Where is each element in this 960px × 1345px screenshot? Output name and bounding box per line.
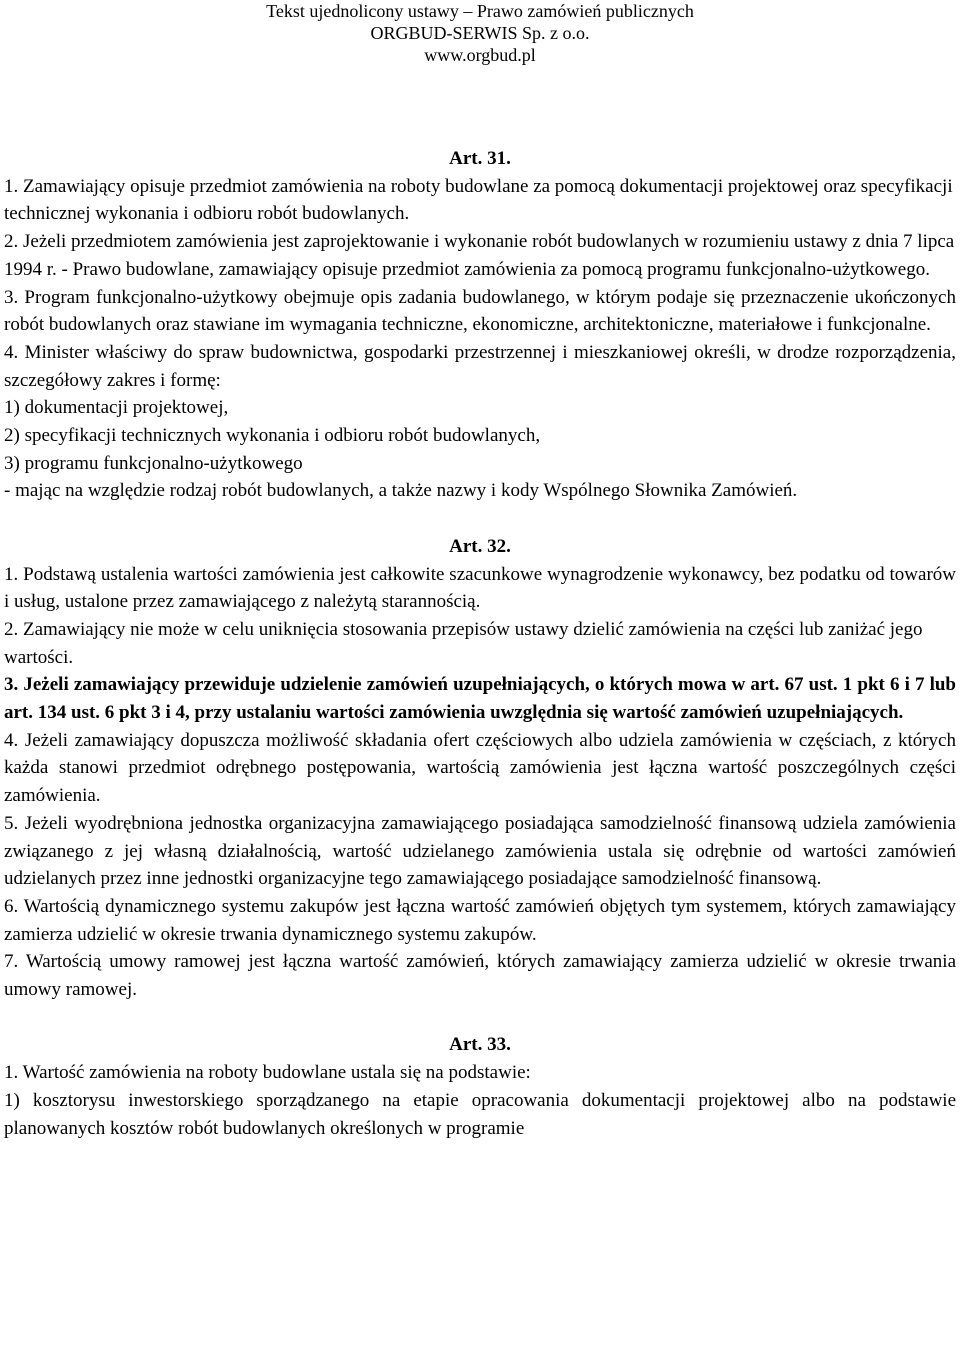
article-31 — [4, 145, 956, 505]
article-33-title: Art. 33. — [449, 1034, 511, 1056]
spacer — [4, 505, 956, 533]
spacer — [4, 1004, 956, 1032]
article-31-title: Art. 31. — [449, 148, 511, 169]
article-32-title: Art. 32. — [449, 535, 511, 557]
article-32-para-3: 3. Jeżeli zamawiający przewiduje udzielenie zamówień uzupełniających, o których mowa w art. 67 ust. 1 pkt 6 i 7 lub art. 134 ust. 6 pkt 3 i 4, przy ustalaniu wartości zamówienia uwzględnia się wartość zamówień uzupełniających. — [4, 674, 956, 724]
article-31-para-4: 4. Minister właściwy do spraw budownictwa, gospodarki przestrzennej i mieszkaniowej określi, w drodze rozporządzenia, szczegółowy zakres i formę: — [4, 341, 956, 391]
article-32-para-7: 7. Wartością umowy ramowej jest łączna wartość zamówień, których zamawiający zamierza udzielić w okresie trwania umowy ramowej. — [4, 951, 956, 1001]
page-header — [0, 0, 960, 66]
article-31-para-1: 1. Zamawiający opisuje przedmiot zamówienia na roboty budowlane za pomocą dokumentacji projektowej oraz specyfikacji technicznej wykonania i odbioru robót budowlanych. — [4, 175, 953, 225]
article-32-para-1: 1. Podstawą ustalenia wartości zamówienia jest całkowite szacunkowe wynagrodzenie wykonawcy, bez podatku od towarów i usług, ustalone przez zamawiającego z należytą starannością. — [4, 563, 956, 613]
article-31-para-2: 2. Jeżeli przedmiotem zamówienia jest zaprojektowanie i wykonanie robót budowlanych w rozumieniu ustawy z dnia 7 lipca 1994 r. - Prawo budowlane, zamawiający opisuje przedmiot zamówienia za pomocą programu funkcjonalno-użytkowego. — [4, 231, 955, 280]
article-32 — [4, 533, 956, 1004]
article-31-item-1: 1) dokumentacji projektowej, — [4, 397, 229, 419]
document-body — [4, 145, 956, 1142]
article-32-para-2: 2. Zamawiający nie może w celu uniknięcia stosowania przepisów ustawy dzielić zamówienia na części lub zaniżać jego wartości. — [4, 618, 923, 668]
article-31-closing: - mając na względzie rodzaj robót budowlanych, a także nazwy i kody Wspólnego Słownika Zamówień. — [4, 480, 798, 502]
article-33-para-1: 1. Wartość zamówienia na roboty budowlane ustala się na podstawie: — [4, 1062, 531, 1084]
header-title: Tekst ujednolicony ustawy – Prawo zamówień publicznych — [266, 1, 694, 21]
article-32-para-4: 4. Jeżeli zamawiający dopuszcza możliwość składania ofert częściowych albo udziela zamówienia w częściach, z których każda stanowi przedmiot odrębnego postępowania, wartością zamówienia jest łączna wartość poszczególnych części zamówienia. — [4, 729, 956, 807]
article-31-item-2: 2) specyfikacji technicznych wykonania i odbioru robót budowlanych, — [4, 425, 541, 447]
article-33 — [4, 1031, 956, 1142]
article-33-item-1: 1) kosztorysu inwestorskiego sporządzanego na etapie opracowania dokumentacji projektowej albo na podstawie planowanych kosztów robót budowlanych określonych w programie — [4, 1089, 956, 1139]
article-32-para-5: 5. Jeżeli wyodrębniona jednostka organizacyjna zamawiającego posiadająca samodzielność finansową udziela zamówienia związanego z jej własną działalnością, wartość udzielanego zamówienia ustala się odrębnie od wartości zamówień udzielanych przez inne jednostki organizacyjne tego zamawiającego posiadające samodzielność finansową. — [4, 812, 956, 890]
article-31-item-3: 3) programu funkcjonalno-użytkowego — [4, 452, 303, 474]
header-website: www.orgbud.pl — [424, 45, 536, 65]
header-company: ORGBUD-SERWIS Sp. z o.o. — [370, 23, 590, 43]
article-31-para-3: 3. Program funkcjonalno-użytkowy obejmuje opis zadania budowlanego, w którym podaje się przeznaczenie ukończonych robót budowlanych oraz stawiane im wymagania techniczne, ekonomiczne, architektoniczne, materiałowe i funkcjonalne. — [4, 286, 956, 336]
article-32-para-6: 6. Wartością dynamicznego systemu zakupów jest łączna wartość zamówień objętych tym systemem, których zamawiający zamierza udzielić w okresie trwania dynamicznego systemu zakupów. — [4, 895, 956, 945]
